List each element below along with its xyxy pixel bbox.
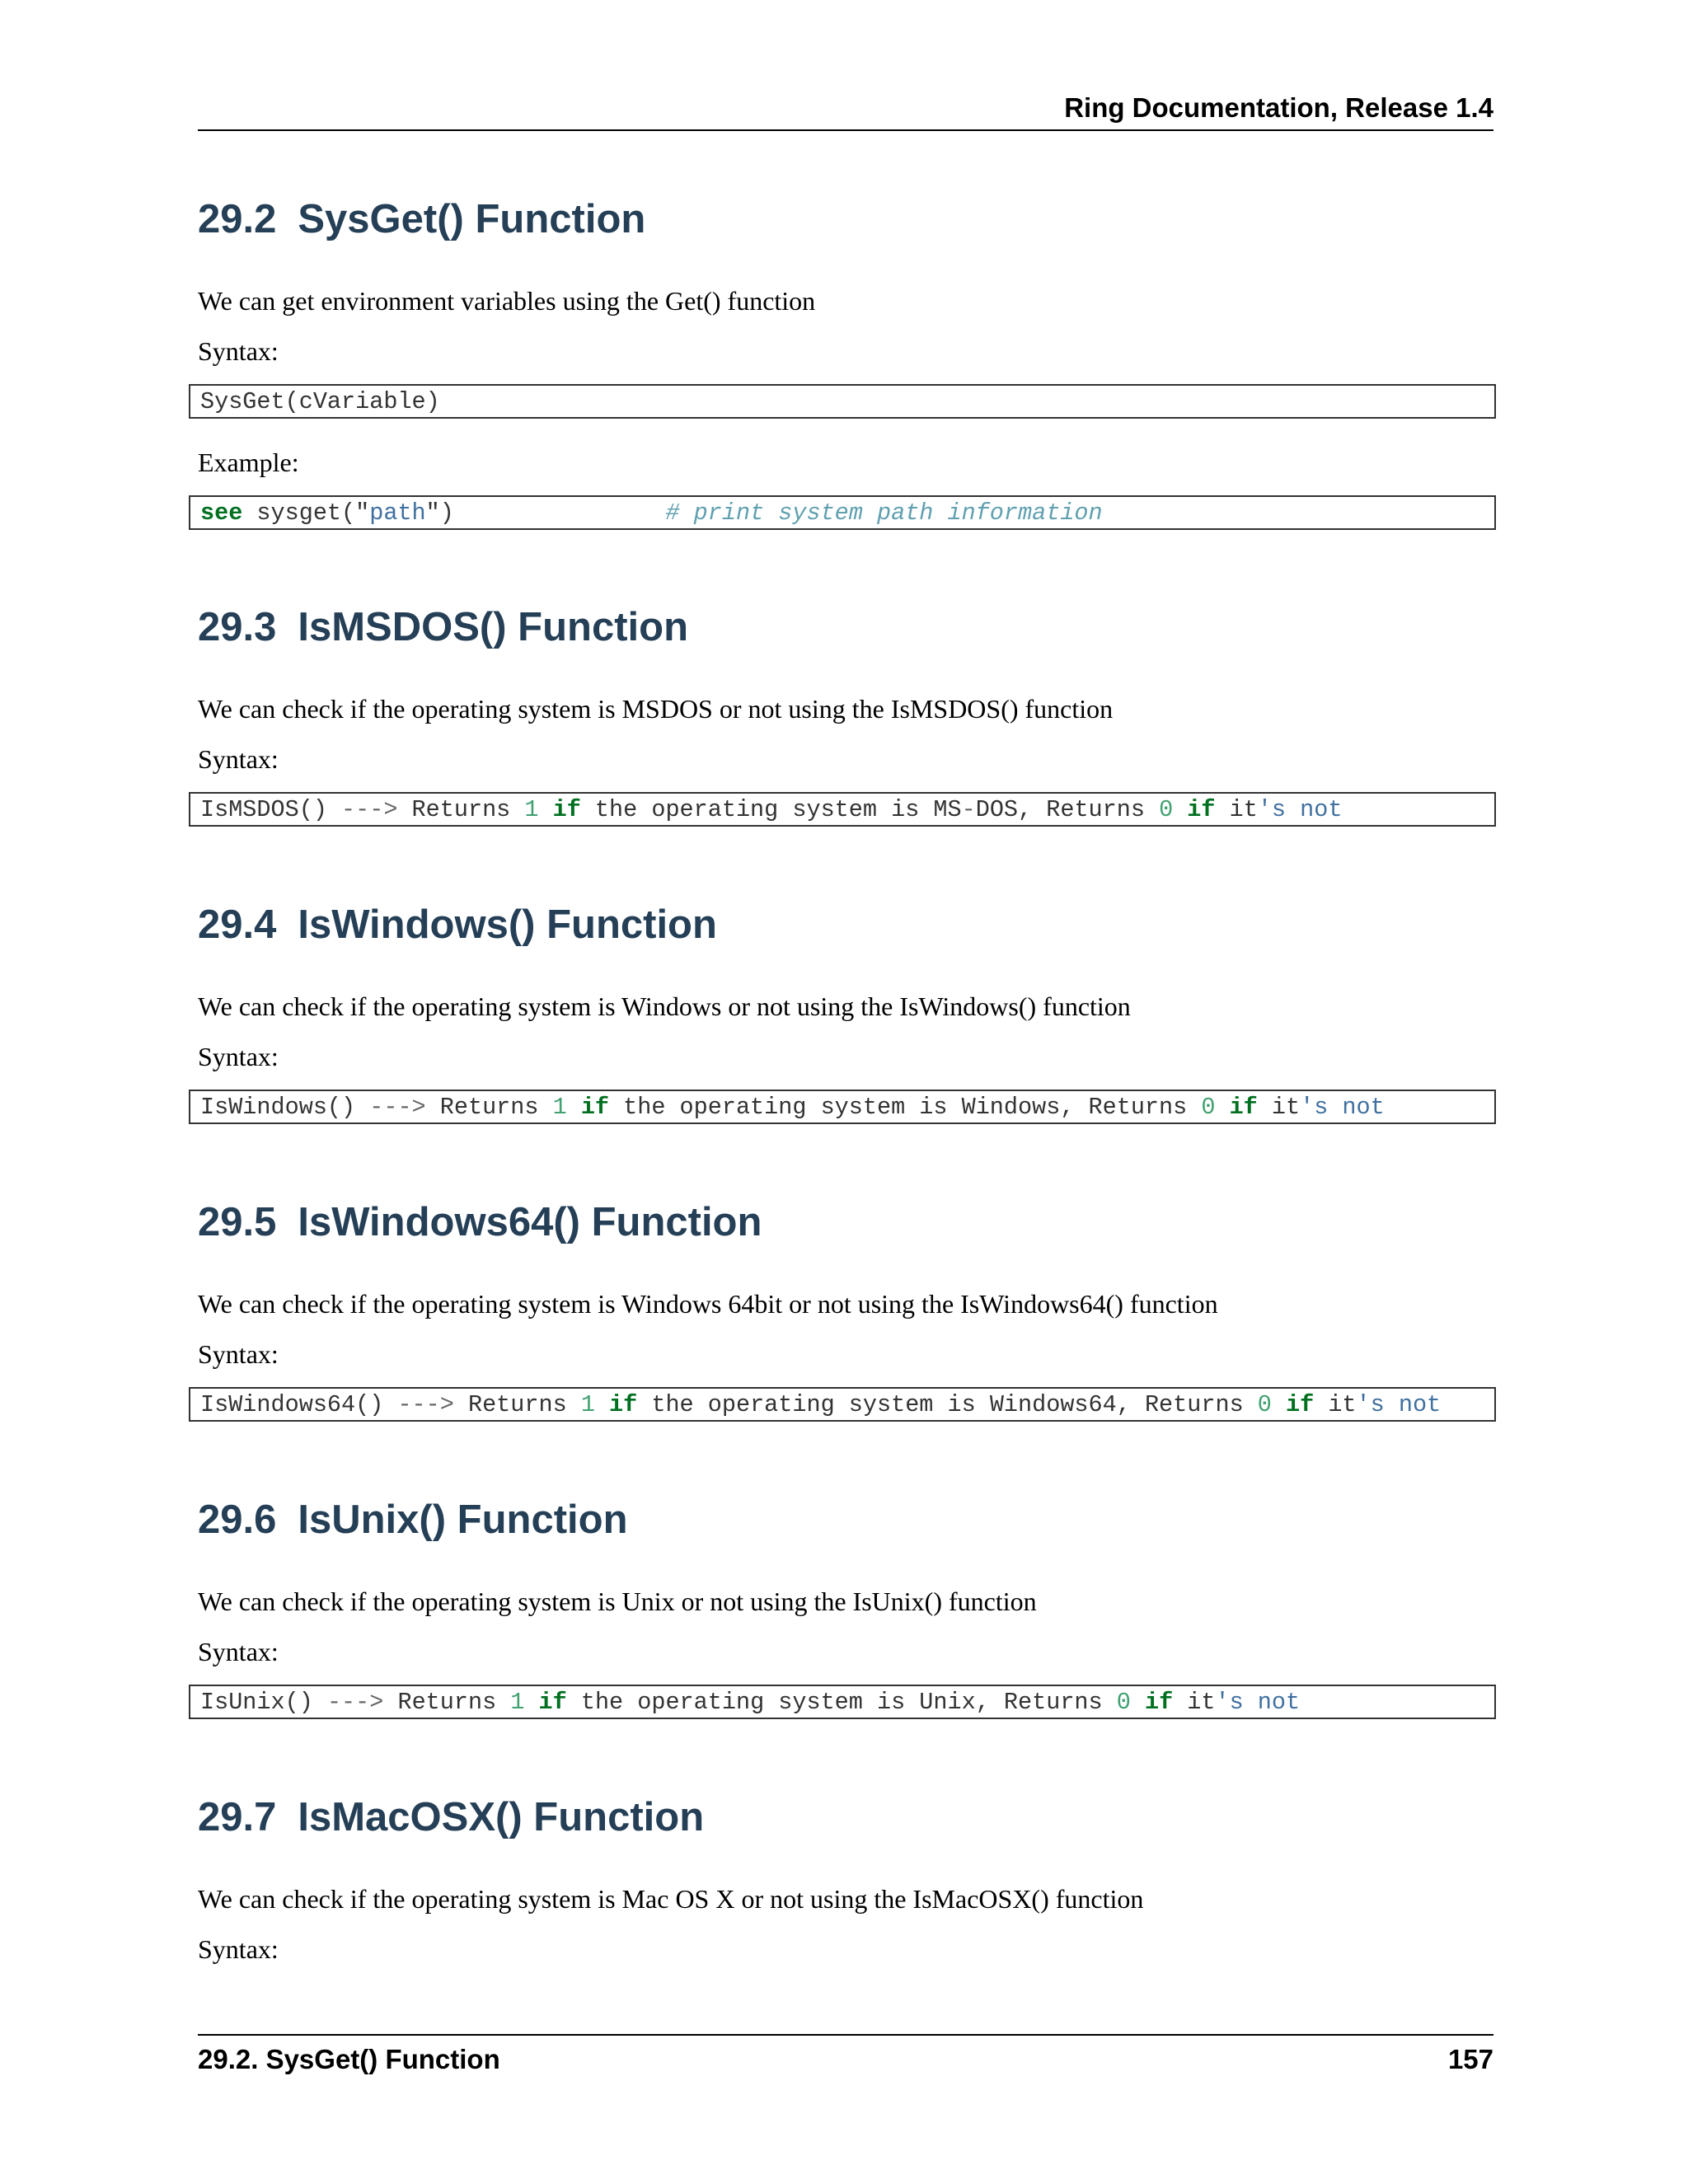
- code-keyword: if: [1286, 1391, 1315, 1418]
- section-number: 29.4: [198, 902, 277, 947]
- code-text: it: [1257, 1094, 1301, 1121]
- code-keyword: see: [200, 499, 243, 527]
- section-title-text: IsWindows64() Function: [298, 1200, 762, 1244]
- code-text: the operating system is Windows, Returns: [609, 1094, 1202, 1121]
- code-text: it: [1215, 796, 1258, 823]
- code-number: 0: [1201, 1094, 1216, 1121]
- syntax-label: Syntax:: [198, 744, 279, 774]
- code-text: Returns: [383, 1689, 511, 1716]
- code-comment: # print system path information: [665, 499, 1103, 527]
- code-string: 's not: [1356, 1391, 1442, 1418]
- code-text: IsWindows64(): [200, 1391, 398, 1418]
- code-text: sysget(": [242, 499, 370, 527]
- section-number: 29.7: [198, 1795, 277, 1840]
- code-keyword: if: [1144, 1689, 1174, 1716]
- syntax-label: Syntax:: [198, 336, 279, 366]
- footer-section-link[interactable]: 29.2. SysGet() Function: [198, 2044, 500, 2074]
- code-text: it: [1314, 1391, 1357, 1418]
- code-keyword: if: [580, 1094, 610, 1121]
- code-keyword: if: [552, 796, 581, 823]
- section-title-text: IsMacOSX() Function: [298, 1795, 705, 1840]
- code-string: 's not: [1215, 1689, 1301, 1716]
- section-heading-ismsdos: [198, 607, 688, 648]
- syntax-label: Syntax:: [198, 1339, 279, 1369]
- code-operator: --->: [326, 1689, 384, 1716]
- syntax-label: Syntax:: [198, 1042, 279, 1071]
- paragraph: We can check if the operating system is Mac OS X or not using the IsMacOSX() function: [198, 1884, 1144, 1914]
- code-block-syntax: [189, 1090, 1496, 1124]
- running-header: Ring Documentation, Release 1.4: [1064, 92, 1493, 123]
- section-title-text: SysGet() Function: [298, 197, 646, 241]
- code-text: Returns: [397, 796, 525, 823]
- code-operator: -: [961, 796, 976, 823]
- footer-rule: [198, 2034, 1493, 2036]
- code-operator: --->: [341, 796, 398, 823]
- syntax-label: Syntax:: [198, 1934, 279, 1964]
- code-block-example: [189, 495, 1496, 530]
- section-title-text: IsUnix() Function: [298, 1497, 628, 1542]
- section-heading-iswindows64: [198, 1202, 762, 1243]
- code-block-syntax: [189, 792, 1496, 827]
- section-heading-ismacosx: [198, 1797, 704, 1838]
- section-title-text: IsWindows() Function: [298, 902, 717, 947]
- code-text: "): [425, 499, 454, 527]
- code-block-syntax: [189, 1387, 1496, 1422]
- section-number: 29.3: [198, 605, 277, 649]
- code-number: 0: [1159, 796, 1174, 823]
- page-number: 157: [1447, 2044, 1493, 2074]
- code-text: the operating system is Windows64, Returns: [637, 1391, 1258, 1418]
- paragraph: We can check if the operating system is Unix or not using the IsUnix() function: [198, 1586, 1037, 1616]
- code-text: SysGet(cVariable): [200, 388, 440, 415]
- code-number: 1: [510, 1689, 525, 1716]
- paragraph: We can check if the operating system is MSDOS or not using the IsMSDOS() function: [198, 694, 1114, 724]
- code-text: the operating system is MS: [580, 796, 962, 823]
- code-block-syntax: [189, 384, 1496, 419]
- code-spacing: [454, 499, 666, 527]
- code-number: 0: [1116, 1689, 1131, 1716]
- code-string: 's not: [1300, 1094, 1385, 1121]
- code-string: path: [369, 499, 426, 527]
- code-text: DOS, Returns: [975, 796, 1160, 823]
- header-rule: [198, 129, 1493, 131]
- section-number: 29.2: [198, 197, 277, 241]
- code-operator: --->: [397, 1391, 454, 1418]
- code-text: IsMSDOS(): [200, 796, 342, 823]
- code-keyword: if: [1187, 796, 1216, 823]
- paragraph: We can check if the operating system is Windows or not using the IsWindows() function: [198, 991, 1131, 1021]
- section-number: 29.6: [198, 1497, 277, 1542]
- code-number: 1: [580, 1391, 595, 1418]
- section-title-text: IsMSDOS() Function: [298, 605, 689, 649]
- code-keyword: if: [538, 1689, 567, 1716]
- code-text: IsWindows(): [200, 1094, 370, 1121]
- section-heading-isunix: [198, 1497, 628, 1542]
- code-number: 0: [1257, 1391, 1272, 1418]
- code-number: 1: [524, 796, 539, 823]
- code-keyword: if: [609, 1391, 638, 1418]
- code-string: 's not: [1257, 796, 1343, 823]
- code-block-syntax: [189, 1685, 1496, 1719]
- code-operator: --->: [369, 1094, 426, 1121]
- paragraph: We can get environment variables using the Get() function: [198, 286, 816, 316]
- code-number: 1: [552, 1094, 567, 1121]
- code-text: it: [1173, 1689, 1216, 1716]
- section-number: 29.5: [198, 1200, 277, 1244]
- code-keyword: if: [1229, 1094, 1258, 1121]
- code-text: IsUnix(): [200, 1689, 327, 1716]
- section-heading-sysget: [198, 199, 645, 240]
- example-label: Example:: [198, 448, 299, 477]
- code-text: Returns: [453, 1391, 581, 1418]
- section-heading-iswindows: [198, 902, 717, 947]
- code-text: the operating system is Unix, Returns: [566, 1689, 1117, 1716]
- code-text: Returns: [425, 1094, 553, 1121]
- paragraph: We can check if the operating system is Windows 64bit or not using the IsWindows64() function: [198, 1289, 1218, 1319]
- syntax-label: Syntax:: [198, 1637, 279, 1666]
